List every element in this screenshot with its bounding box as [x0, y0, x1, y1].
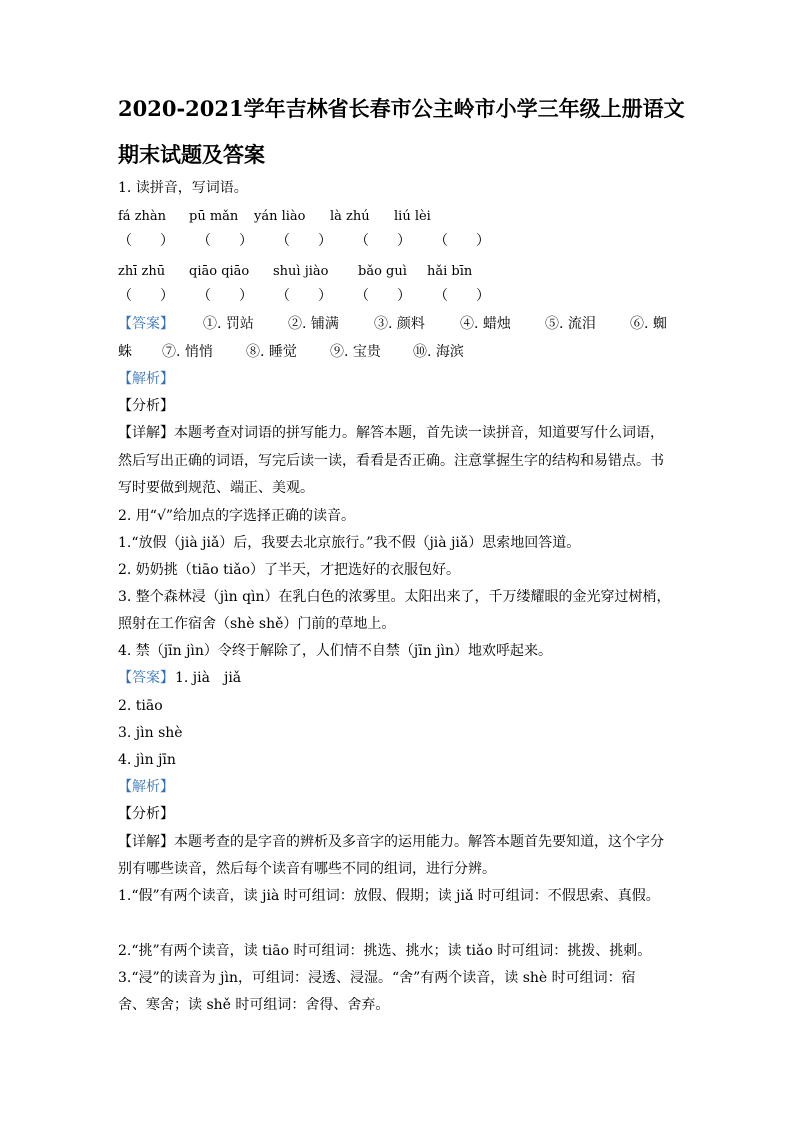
detail-text: 写时要做到规范、端正、美观。 — [118, 480, 314, 496]
detail-text: 【详解】本题考查对词语的拼写能力。解答本题，首先读一读拼音，知道要写什么词语， — [118, 425, 664, 441]
pinyin-item: shuì jiào — [273, 264, 329, 279]
answer-label: 【答案】 — [118, 316, 174, 332]
detail-text: 3.“浸”的读音为 jìn，可组词：浸透、浸湿。“舍”有两个读音，读 shè 时可组词：宿 — [118, 970, 636, 986]
pinyin-item: liú lèi — [394, 209, 431, 224]
answer-blank: （ ） — [197, 233, 253, 249]
pinyin-item: yán liào — [254, 209, 306, 224]
detail-text: 2.“挑”有两个读音，读 tiāo 时可组词：挑选、挑水；读 tiǎo 时可组词：挑拨、挑刺。 — [118, 943, 652, 959]
pinyin-item: bǎo guì — [358, 264, 407, 279]
q2-line: 照射在工作宿舍（shè shě）门前的草地上。 — [118, 616, 396, 632]
answer-item: 3. jìn shè — [118, 725, 183, 741]
answer-item: 4. jìn jīn — [118, 752, 176, 768]
detail-text: 【详解】本题考查的是字音的辨析及多音字的运用能力。解答本题首先要知道，这个字分 — [118, 834, 664, 850]
q2-line: 3. 整个森林浸（jìn qìn）在乳白色的浓雾里。太阳出来了，千万缕耀眼的金光穿过树梢， — [118, 589, 671, 605]
answer-blank: （ ） — [118, 233, 174, 249]
answer-item: 2. tiāo — [118, 698, 163, 714]
answer-label: 【答案】 — [118, 670, 174, 686]
answer-blank: （ ） — [276, 233, 332, 249]
answer-blank: （ ） — [434, 288, 490, 304]
q2-prompt: 2. 用“√”给加点的字选择正确的读音。 — [118, 508, 356, 524]
answer-blank: （ ） — [434, 233, 490, 249]
answer-item: ⑦. 悄悄 — [162, 344, 213, 360]
q2-line: 1.“放假（jià jiǎ）后，我要去北京旅行。”我不假（jià jiǎ）思索地回答道。 — [118, 535, 581, 551]
detail-text: 然后写出正确的词语，写完后读一读，看看是否正确。注意掌握生字的结构和易错点。书 — [118, 453, 664, 469]
answer-item: ②. 铺满 — [288, 316, 339, 332]
answer-item: ⑩. 海滨 — [413, 344, 464, 360]
pinyin-item: fá zhàn — [118, 209, 167, 224]
answer-item: ③. 颜料 — [374, 316, 425, 332]
answer-item: 1. jià jiǎ — [175, 670, 242, 686]
answer-blank: （ ） — [197, 288, 253, 304]
pinyin-item: pū mǎn — [189, 209, 239, 224]
answer-item: ⑤. 流泪 — [545, 316, 596, 332]
answer-item: ⑧. 睡觉 — [246, 344, 297, 360]
analysis-heading: 【分析】 — [118, 806, 174, 822]
answer-blank: （ ） — [355, 288, 411, 304]
detail-text: 1.“假”有两个读音，读 jià 时可组词：放假、假期；读 jiǎ 时可组词：不假思索、真假。 — [118, 888, 660, 904]
doc-title-line1: 2020-2021学年吉林省长春市公主岭市小学三年级上册语文 — [118, 96, 685, 121]
doc-title-line2: 期末试题及答案 — [118, 142, 265, 167]
analysis-heading: 【分析】 — [118, 398, 174, 414]
analysis-label: 【解析】 — [118, 779, 174, 795]
q2-line: 4. 禁（jīn jìn）令终于解除了，人们情不自禁（jīn jìn）地欢呼起来。 — [118, 643, 553, 659]
pinyin-item: zhī zhū — [118, 264, 166, 279]
q1-prompt: 1. 读拼音，写词语。 — [118, 180, 248, 196]
answer-item: 蛛 — [118, 344, 132, 360]
detail-text: 舍、寒舍；读 shě 时可组词：舍得、舍弃。 — [118, 997, 390, 1013]
answer-item: ①. 罚站 — [203, 316, 254, 332]
q2-line: 2. 奶奶挑（tiāo tiǎo）了半天，才把选好的衣服包好。 — [118, 562, 461, 578]
analysis-label: 【解析】 — [118, 371, 174, 387]
detail-text: 别有哪些读音，然后每个读音有哪些不同的组词，进行分辨。 — [118, 861, 496, 877]
answer-item: ⑥. 蜘 — [630, 316, 667, 332]
answer-blank: （ ） — [276, 288, 332, 304]
answer-item: ⑨. 宝贵 — [330, 344, 381, 360]
pinyin-item: hǎi bīn — [427, 264, 473, 279]
pinyin-item: qiāo qiāo — [189, 264, 250, 279]
answer-item: ④. 蜡烛 — [460, 316, 511, 332]
answer-blank: （ ） — [118, 288, 174, 304]
answer-blank: （ ） — [355, 233, 411, 249]
pinyin-item: là zhú — [330, 209, 370, 224]
